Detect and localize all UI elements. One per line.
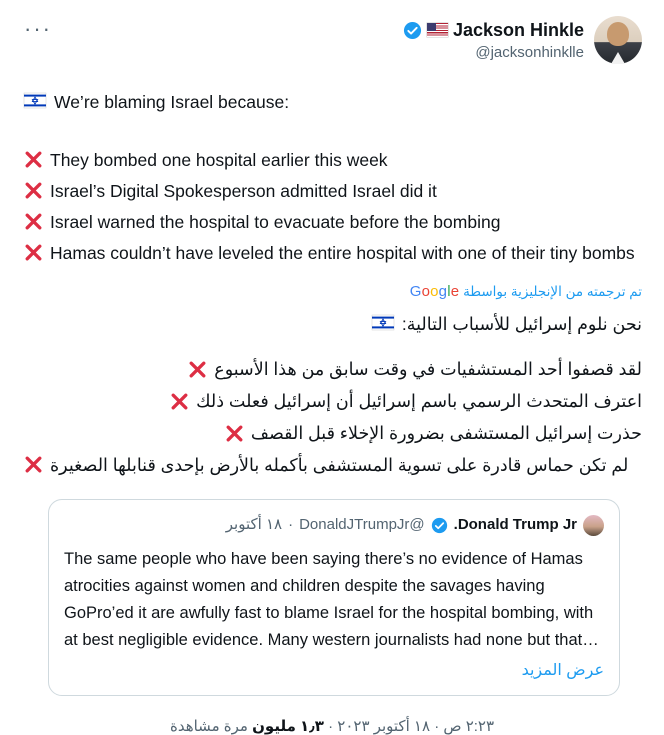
bullet-line: [24, 451, 642, 482]
author-identity: [403, 20, 584, 61]
tweet-body: [0, 88, 664, 696]
tweet-time: ٢:٢٣ ص: [443, 718, 495, 735]
bullet-line: [24, 177, 642, 208]
bullet-text: Israel’s Digital Spokesperson admitted Israel did it: [50, 181, 437, 201]
author-name-row: [403, 20, 584, 41]
views-label: مرة مشاهدة: [169, 718, 248, 735]
bullet-text: Israel warned the hospital to evacuate before the bombing: [50, 212, 501, 232]
cross-mark-icon: [188, 359, 207, 387]
cross-mark-icon: [24, 211, 43, 239]
author-name[interactable]: Jackson Hinkle: [452, 19, 584, 40]
translated-from-label[interactable]: تم ترجمته من الإنجليزية بواسطة: [463, 284, 642, 299]
bullet-line: [24, 208, 642, 239]
separator-dot: ·: [328, 718, 334, 735]
quote-author-name: Donald Trump Jr.: [453, 516, 577, 533]
tweet-intro-line: [24, 88, 642, 116]
cross-mark-icon: [24, 149, 43, 177]
author-handle[interactable]: @jacksonhinklle: [475, 43, 584, 61]
bullet-text: لقد قصفوا أحد المستشفيات في وقت سابق من هذا الأسبوع: [214, 359, 642, 379]
author-avatar[interactable]: [594, 16, 642, 64]
cross-mark-icon: [225, 423, 244, 451]
arabic-intro-line: [24, 310, 642, 338]
israel-flag-icon: [24, 88, 46, 116]
cross-mark-icon: [24, 242, 43, 270]
google-logo: Google: [409, 283, 460, 300]
bullet-line: [24, 146, 642, 177]
bullet-line: [24, 239, 642, 270]
bullet-text: حذرت إسرائيل المستشفى بضرورة الإخلاء قبل القصف: [250, 423, 642, 443]
bullet-text: لم تكن حماس قادرة على تسوية المستشفى بأكمله بالأرض بإحدى قنابلها الصغيرة: [50, 455, 629, 475]
quote-header: [64, 511, 604, 539]
verified-badge-icon: [403, 21, 422, 40]
bullet-line: [24, 355, 642, 387]
arabic-bullet-list: [24, 355, 642, 482]
bullet-line: [24, 387, 642, 419]
us-flag-icon: [427, 23, 448, 37]
cross-mark-icon: [24, 454, 43, 482]
tweet-date: ١٨ أكتوبر ٢٠٢٣: [337, 718, 431, 735]
separator-dot: ·: [434, 718, 440, 735]
more-options-button[interactable]: ···: [24, 16, 52, 41]
cross-mark-icon: [170, 391, 189, 419]
quote-author-avatar: [583, 515, 604, 536]
views-count: ١٫٣ مليون: [252, 718, 324, 735]
author-block: [403, 16, 642, 64]
verified-badge-icon: [431, 517, 448, 534]
tweet-footer: [0, 717, 664, 735]
quote-author-handle: @DonaldJTrumpJr: [299, 516, 425, 533]
bullet-text: They bombed one hospital earlier this week: [50, 150, 388, 170]
quoted-tweet-card[interactable]: [48, 499, 620, 696]
israel-flag-icon: [372, 310, 394, 338]
bullet-text: Hamas couldn’t have leveled the entire hospital with one of their tiny bombs: [50, 243, 635, 263]
quote-text: The same people who have been saying there’s no evidence of Hamas atrocities against women and children despite the savages having GoPro’ed it are awfully fast to blame Israel for the hospital bombing, with at best negligible evidence. Many western journalists had none but that…: [64, 550, 599, 649]
quote-date: ١٨ أكتوبر: [225, 516, 283, 533]
arabic-intro-text: نحن نلوم إسرائيل للأسباب التالية:: [401, 314, 642, 334]
bullet-text: اعترف المتحدث الرسمي باسم إسرائيل أن إسرائيل فعلت ذلك: [196, 391, 642, 411]
tweet-intro-text: We’re blaming Israel because:: [54, 92, 290, 112]
tweet-header: [0, 0, 664, 64]
english-bullet-list: [24, 146, 642, 270]
show-more-link[interactable]: عرض المزيد: [521, 662, 604, 679]
separator-dot: ·: [288, 516, 294, 533]
translation-attribution[interactable]: [24, 283, 642, 301]
cross-mark-icon: [24, 180, 43, 208]
bullet-line: [24, 419, 642, 451]
